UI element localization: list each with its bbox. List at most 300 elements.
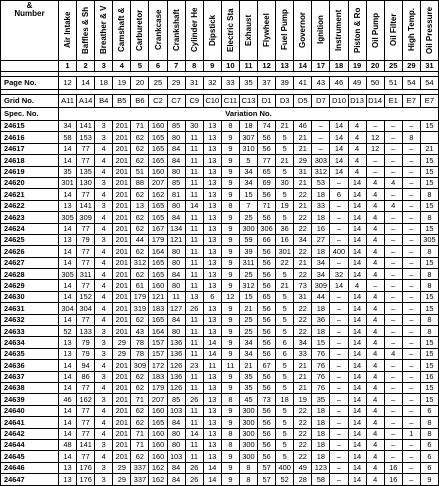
variation-cell: – [330,291,348,302]
variation-cell: 126 [167,382,185,393]
variation-cell: 18 [239,121,257,132]
column-header-label: Governor [298,12,308,49]
variation-cell: 201 [113,269,131,280]
grid-number-cell: B5 [113,95,131,108]
variation-cell: 9 [221,462,239,473]
column-header-19 [384,1,402,61]
variation-cell: – [384,394,402,405]
variation-cell: 22 [294,223,312,234]
variation-cell: – [402,417,420,428]
variation-cell: 11 [203,360,221,371]
variation-cell: 33 [294,348,312,359]
variation-cell: 77 [77,143,95,154]
table-row [1,382,439,393]
variation-cell: – [312,143,330,154]
variation-cell: – [384,269,402,280]
variation-cell: 26 [185,462,203,473]
variation-cell: 56 [258,189,276,200]
page-number-cell: 25 [149,77,167,90]
variation-cell: 14 [59,246,77,257]
variation-cell: 25 [239,326,257,337]
variation-cell: 79 [77,337,95,348]
variation-cell: 4 [366,439,384,450]
variation-cell: 14 [330,155,348,166]
variation-cell: 306 [258,223,276,234]
variation-cell: 123 [312,462,330,473]
variation-cell: 311 [77,269,95,280]
grid-number-cell: C13 [239,95,257,108]
variation-cell: 52 [59,326,77,337]
variation-cell: – [384,371,402,382]
variation-cell: – [402,405,420,416]
variation-cell: 77 [77,155,95,166]
spec-number-cell: 24627 [1,257,59,268]
variation-cell: 6 [420,405,438,416]
variation-cell: 300 [239,223,257,234]
column-header-2 [77,1,95,61]
variation-cell: 21 [239,303,257,314]
variation-cell: 160 [149,166,167,177]
variation-cell: 13 [203,223,221,234]
page-number-cell: 32 [203,77,221,90]
variation-cell: 12 [366,132,384,143]
column-header-label: Breather & V [99,6,109,55]
variation-cell: 9 [221,132,239,143]
variation-cell: 305 [59,212,77,223]
variation-cell: 14 [59,371,77,382]
variation-cell: – [384,428,402,439]
column-header-4 [113,1,131,61]
variation-cell: 62 [131,143,149,154]
variation-cell: 201 [113,132,131,143]
variation-cell: 164 [149,326,167,337]
variation-cell: 14 [348,451,366,462]
variation-cell: 56 [258,371,276,382]
variation-cell: 165 [149,212,167,223]
variation-cell: 121 [149,291,167,302]
table-row [1,234,439,245]
variation-cell: 18 [312,405,330,416]
variation-cell: 14 [185,428,203,439]
spec-number-cell: 24621 [1,189,59,200]
variation-cell: 14 [203,348,221,359]
column-header-1 [59,1,77,61]
variation-cell: 79 [77,234,95,245]
variation-cell: 165 [149,132,167,143]
variation-cell: 62 [131,451,149,462]
variation-cell: 9 [221,257,239,268]
variation-cell: – [402,280,420,291]
variation-cell: 5 [276,451,294,462]
column-number: 9 [203,61,221,72]
variation-cell: 84 [167,314,185,325]
variation-cell: 5 [276,291,294,302]
variation-cell: 14 [348,177,366,188]
variation-cell: 46 [59,394,77,405]
variation-cell: 179 [131,291,149,302]
table-row [1,246,439,257]
variation-cell: 67 [258,360,276,371]
variation-cell: 21 [276,121,294,132]
variation-cell: 62 [131,223,149,234]
variation-cell: 207 [149,177,167,188]
variation-cell: 80 [167,428,185,439]
page-number-label: Page No. [1,77,59,90]
variation-cell: 14 [203,474,221,485]
variation-cell: 62 [131,212,149,223]
variation-cell: 312 [131,257,149,268]
page-number-cell: 20 [131,77,149,90]
variation-cell: 58 [59,132,77,143]
variation-cell: 3 [95,234,113,245]
variation-cell: 14 [330,143,348,154]
column-number: 31 [420,61,438,72]
variation-cell: 26 [185,394,203,405]
variation-cell: 11 [185,371,203,382]
variation-cell: 18 [312,326,330,337]
variation-cell: 4 [95,257,113,268]
variation-cell: 44 [131,234,149,245]
variation-cell: 160 [149,121,167,132]
variation-cell: 13 [203,326,221,337]
grid-number-label: Grid No. [1,95,59,108]
variation-cell: 57 [258,462,276,473]
variation-cell: 14 [59,382,77,393]
variation-cell: 65 [258,291,276,302]
column-number: 12 [258,61,276,72]
page-number-cell: 33 [221,77,239,90]
variation-cell: 160 [149,439,167,450]
variation-cell: 35 [239,371,257,382]
variation-cell: 162 [77,394,95,405]
variation-cell: – [330,474,348,485]
table-row [1,462,439,473]
variation-cell: 18 [312,189,330,200]
variation-cell: 15 [420,200,438,211]
variation-cell: 5 [276,269,294,280]
spec-number-cell: 24622 [1,200,59,211]
table-row [1,394,439,405]
variation-cell: 337 [131,462,149,473]
table-row [1,360,439,371]
variation-cell: 4 [366,234,384,245]
column-number-row [1,61,439,72]
table-row [1,166,439,177]
column-header-21 [420,1,438,61]
variation-cell: 13 [203,200,221,211]
spec-number-cell: 24641 [1,417,59,428]
variation-cell: – [330,451,348,462]
variation-cell: 312 [312,166,330,177]
column-header-label: High Temp. [406,8,416,52]
variation-cell: 13 [203,166,221,177]
variation-cell: 65 [258,166,276,177]
variation-cell: 22 [294,451,312,462]
variation-cell: 77 [77,451,95,462]
variation-cell: 4 [366,462,384,473]
variation-cell: 56 [258,257,276,268]
variation-cell: 8 [420,417,438,428]
variation-cell: – [402,371,420,382]
column-number: 3 [95,61,113,72]
variation-cell: 9 [221,371,239,382]
variation-cell: 6 [276,337,294,348]
variation-cell: 59 [239,234,257,245]
table-row [1,337,439,348]
variation-cell: – [402,166,420,177]
variation-cell: 56 [258,303,276,314]
variation-cell: 133 [77,326,95,337]
variation-cell: 9 [221,246,239,257]
variation-cell: 21 [294,143,312,154]
variation-cell: 9 [221,451,239,462]
variation-cell: 4 [366,337,384,348]
variation-cell: – [402,189,420,200]
variation-cell: 160 [149,280,167,291]
variation-cell: 28 [294,474,312,485]
variation-cell: 15 [239,189,257,200]
variation-cell: 201 [113,371,131,382]
variation-cell: 5 [276,428,294,439]
variation-cell: – [402,303,420,314]
variation-cell: 26 [185,303,203,314]
grid-number-cell: D13 [348,95,366,108]
variation-cell: 36 [312,314,330,325]
grid-number-cell: E7 [402,95,420,108]
variation-cell: 4 [95,223,113,234]
variation-cell: 1 [402,428,420,439]
table-row [1,428,439,439]
variation-cell: 53 [312,177,330,188]
variation-cell: – [330,462,348,473]
variation-cell: – [330,417,348,428]
variation-cell: – [402,439,420,450]
variation-cell: 14 [59,451,77,462]
variation-cell: 11 [185,337,203,348]
variation-cell: 3 [95,348,113,359]
variation-cell: 3 [95,177,113,188]
variation-cell: 176 [77,462,95,473]
variation-cell: 9 [221,212,239,223]
variation-cell: 4 [366,405,384,416]
column-header-9 [203,1,221,61]
variation-cell: – [330,314,348,325]
variation-cell: 4 [348,155,366,166]
variation-cell: 3 [95,474,113,485]
table-row [1,303,439,314]
variation-cell: 13 [203,405,221,416]
variation-cell: 4 [348,280,366,291]
variation-cell: 58 [312,474,330,485]
grid-number-cell: D14 [366,95,384,108]
variation-cell: 136 [167,348,185,359]
variation-cell: 15 [420,394,438,405]
variation-cell: 135 [77,166,95,177]
variation-cell: 34 [59,121,77,132]
variation-cell: 8 [239,462,257,473]
variation-cell: 300 [239,417,257,428]
variation-cell: 3 [95,326,113,337]
variation-cell: 16 [276,234,294,245]
spec-number-cell: 24646 [1,462,59,473]
variation-cell: 48 [59,439,77,450]
variation-cell: – [402,348,420,359]
variation-cell: 80 [167,132,185,143]
variation-cell: 11 [185,417,203,428]
variation-cell: 4 [366,189,384,200]
variation-cell: 22 [294,326,312,337]
variation-cell: 22 [294,303,312,314]
column-number: 17 [312,61,330,72]
variation-cell: 201 [113,177,131,188]
variation-cell: 15 [420,257,438,268]
table-row [1,212,439,223]
variation-cell: – [384,337,402,348]
column-header-14 [294,1,312,61]
variation-cell: 14 [348,337,366,348]
grid-number-cell: D3 [276,95,294,108]
variation-cell: 201 [113,394,131,405]
variation-cell: 77 [77,189,95,200]
variation-cell: 153 [77,132,95,143]
variation-cell: 5 [276,303,294,314]
variation-cell: 6 [420,439,438,450]
variation-cell: 4 [366,417,384,428]
variation-cell: 4 [366,291,384,302]
grid-number-cell: A11 [59,95,77,108]
variation-cell: 13 [59,462,77,473]
variation-cell: – [402,291,420,302]
variation-cell: 8 [221,394,239,405]
variation-cell: 162 [149,462,167,473]
variation-cell: 21 [294,200,312,211]
variation-cell: 9 [221,337,239,348]
variation-cell: 130 [77,177,95,188]
variation-cell: 8 [420,269,438,280]
variation-cell: 4 [95,280,113,291]
variation-cell: 9 [221,189,239,200]
variation-cell: 18 [312,212,330,223]
variation-cell: 22 [294,314,312,325]
column-number: 1 [59,61,77,72]
variation-cell: 14 [185,200,203,211]
spec-number-cell: 24633 [1,326,59,337]
table-row [1,474,439,485]
page-number-cell: 54 [420,77,438,90]
variation-cell: 46 [294,121,312,132]
variation-cell: – [384,166,402,177]
variation-cell: 309 [77,212,95,223]
variation-cell: 80 [167,326,185,337]
variation-cell: 4 [95,417,113,428]
variation-cell: 26 [185,474,203,485]
variation-cell: 11 [185,223,203,234]
variation-cell: 14 [59,291,77,302]
variation-cell: 77 [77,382,95,393]
variation-cell: – [402,326,420,337]
variation-cell: – [402,121,420,132]
spec-number-cell: 24638 [1,382,59,393]
variation-cell: 4 [366,326,384,337]
variation-cell: 56 [258,451,276,462]
variation-cell: 4 [95,360,113,371]
variation-cell: 300 [239,428,257,439]
variation-cell: – [330,257,348,268]
variation-cell: 62 [131,132,149,143]
column-header-17 [348,1,366,61]
page-number-row [1,77,439,90]
variation-cell: 165 [149,417,167,428]
variation-cell: 9 [221,143,239,154]
variation-cell: 14 [348,394,366,405]
variation-cell: 62 [131,189,149,200]
variation-cell: 80 [167,166,185,177]
variation-cell: 78 [131,348,149,359]
variation-cell: 21 [294,382,312,393]
variation-cell: 77 [77,314,95,325]
variation-cell: 136 [167,337,185,348]
page-number-cell: 12 [59,77,77,90]
spec-number-cell: 24618 [1,155,59,166]
spec-number-cell: 24617 [1,143,59,154]
variation-cell: – [384,143,402,154]
variation-cell: – [402,223,420,234]
variation-cell: – [366,121,384,132]
variation-cell: 62 [131,155,149,166]
variation-cell: 4 [366,269,384,280]
column-header-15 [312,1,330,61]
column-header-label: Ignition [316,15,326,45]
page-number-cell: 41 [294,77,312,90]
page-number-cell: 54 [402,77,420,90]
spec-number-cell: 24642 [1,428,59,439]
variation-number-heading: Variation No. [59,108,439,121]
variation-cell: 13 [203,246,221,257]
column-header-20 [402,1,420,61]
variation-cell: – [384,246,402,257]
variation-cell: 77 [258,155,276,166]
variation-cell: 103 [167,451,185,462]
variation-cell: 14 [348,200,366,211]
variation-cell: 5 [276,212,294,223]
spec-number-cell: 24632 [1,314,59,325]
variation-cell: – [366,155,384,166]
variation-cell: 201 [113,155,131,166]
variation-cell: 34 [312,269,330,280]
variation-cell: 3 [95,337,113,348]
page-number-cell: 39 [276,77,294,90]
variation-cell: 14 [348,269,366,280]
variation-cell: 74 [258,121,276,132]
variation-cell: 201 [113,360,131,371]
variation-cell: 23 [185,360,203,371]
table-row [1,280,439,291]
grid-number-cell: C11 [221,95,239,108]
variation-cell: 34 [239,177,257,188]
column-header-13 [276,1,294,61]
variation-cell: 11 [185,451,203,462]
variation-cell: 22 [294,246,312,257]
variation-cell: 5 [276,360,294,371]
variation-cell [420,132,438,143]
variation-cell: 13 [203,132,221,143]
variation-cell: 9 [221,326,239,337]
page-number-cell: 43 [312,77,330,90]
variation-cell: 14 [59,189,77,200]
variation-cell: 11 [185,143,203,154]
variation-cell: 4 [348,143,366,154]
variation-cell: 9 [221,177,239,188]
